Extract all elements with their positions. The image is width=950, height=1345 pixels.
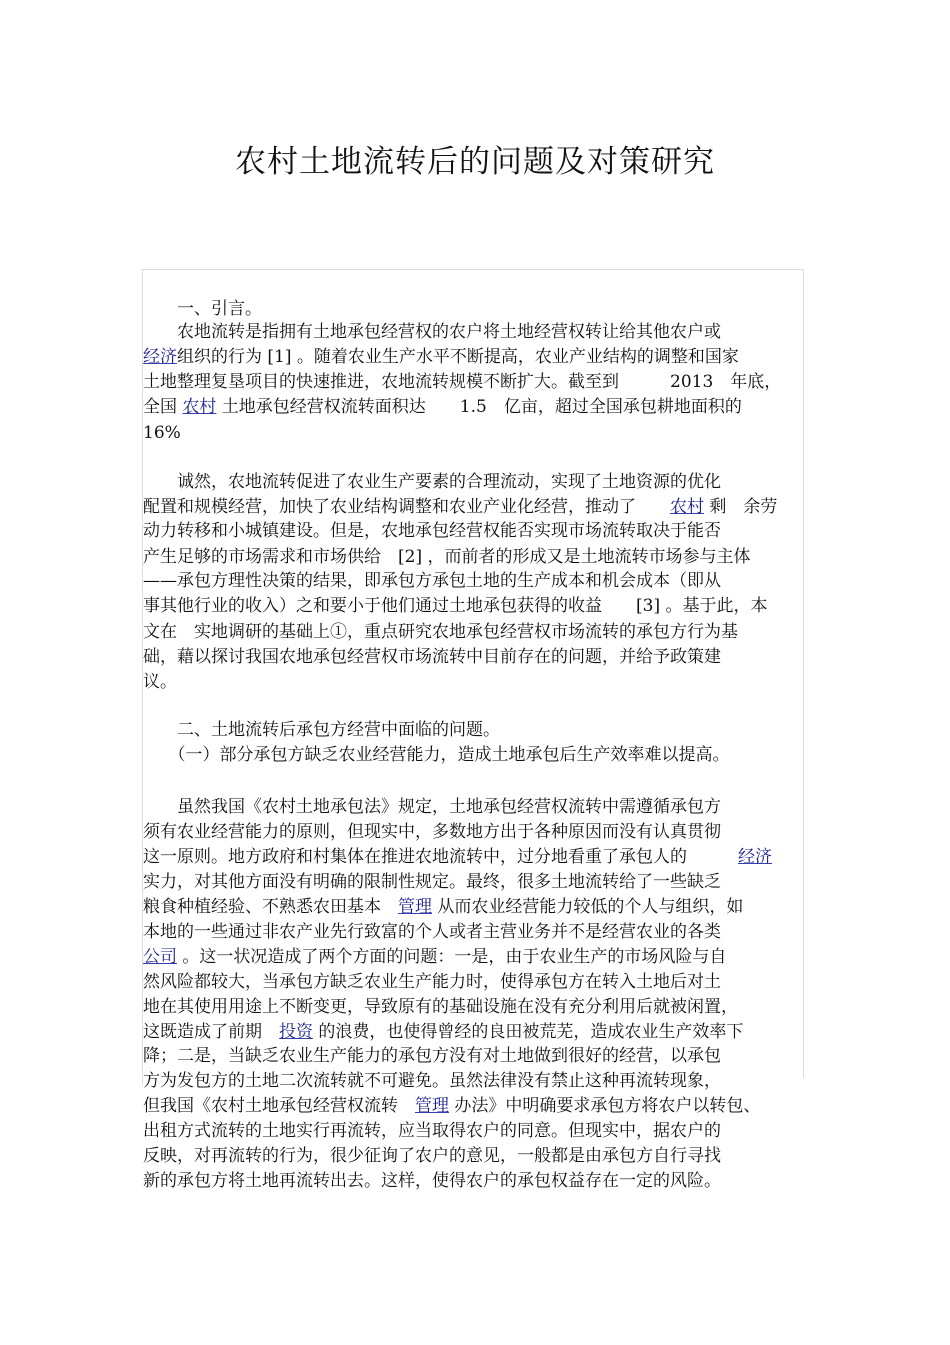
paragraph-line: 公司 。这一状况造成了两个方面的问题：一是，由于农业生产的市场风险与自 — [143, 947, 727, 967]
link-jingji[interactable]: 经济 — [738, 847, 772, 867]
paragraph-line: 粮食种植经验、不熟悉农田基本 管理 从而农业经营能力较低的个人与组织，如 — [143, 897, 744, 917]
paragraph-line: 土地整理复垦项目的快速推进，农地流转规模不断扩大。截至到 2013 年底， — [143, 372, 782, 392]
paragraph-line: 新的承包方将土地再流转出去。这样，使得农户的承包权益存在一定的风险。 — [143, 1171, 721, 1191]
frame-border-right — [803, 269, 804, 1078]
paragraph-line: 动力转移和小城镇建设。但是，农地承包经营权能否实现市场流转取决于能否 — [143, 521, 721, 541]
paragraph-line: 农地流转是指拥有土地承包经营权的农户将土地经营权转让给其他农户或 — [143, 322, 721, 342]
paragraph-line: 二、土地流转后承包方经营中面临的问题。 — [143, 720, 500, 740]
paragraph-line: 方为发包方的土地二次流转就不可避免。虽然法律没有禁止这种再流转现象， — [143, 1071, 721, 1091]
paragraph-line: 虽然我国《农村土地承包法》规定，土地承包经营权流转中需遵循承包方 — [143, 797, 721, 817]
paragraph-line: 议。 — [143, 672, 177, 692]
paragraph-line: 一、引言。 — [143, 299, 262, 319]
link-guanli[interactable]: 管理 — [415, 1096, 449, 1116]
paragraph-line: 经济组织的行为 [1] 。随着农业生产水平不断提高，农业产业结构的调整和国家 — [143, 347, 739, 367]
paragraph-line: 出租方式流转的土地实行再流转，应当取得农户的同意。但现实中，据农户的 — [143, 1121, 721, 1141]
link-gongsi[interactable]: 公司 — [143, 947, 177, 967]
paragraph-line: 全国 农村 土地承包经营权流转面积达 1.5 亿亩，超过全国承包耕地面积的 — [143, 397, 742, 417]
link-nongcun[interactable]: 农村 — [182, 397, 217, 417]
paragraph-line: 然风险都较大，当承包方缺乏农业生产能力时，使得承包方在转入土地后对土 — [143, 972, 721, 992]
paragraph-line: ——承包方理性决策的结果，即承包方承包土地的生产成本和机会成本（即从 — [143, 571, 721, 591]
paragraph-line: （一）部分承包方缺乏农业经营能力，造成土地承包后生产效率难以提高。 — [143, 745, 730, 765]
paragraph-line: 文在 实地调研的基础上①，重点研究农地承包经营权市场流转的承包方行为基 — [143, 622, 738, 642]
paragraph-line: 但我国《农村土地承包经营权流转 管理 办法》中明确要求承包方将农户以转包、 — [143, 1096, 761, 1116]
paragraph-line: 这既造成了前期 投资 的浪费，也使得曾经的良田被荒芜，造成农业生产效率下 — [143, 1022, 744, 1042]
link-jingji[interactable]: 经济 — [143, 347, 177, 367]
paragraph-line: 产生足够的市场需求和市场供给 [2] ，而前者的形成又是土地流转市场参与主体 — [143, 547, 751, 567]
paragraph-line: 诚然，农地流转促进了农业生产要素的合理流动，实现了土地资源的优化 — [143, 472, 721, 492]
link-nongcun[interactable]: 农村 — [670, 497, 704, 517]
paragraph-line: 降；二是，当缺乏农业生产能力的承包方没有对土地做到很好的经营，以承包 — [143, 1046, 721, 1066]
paragraph-line: 础，藉以探讨我国农地承包经营权市场流转中目前存在的问题，并给予政策建 — [143, 647, 721, 667]
paragraph-line: 反映，对再流转的行为，很少征询了农户的意见，一般都是由承包方自行寻找 — [143, 1146, 721, 1166]
paragraph-line: 本地的一些通过非农产业先行致富的个人或者主营业务并不是经营农业的各类 — [143, 922, 721, 942]
paragraph-line: 实力，对其他方面没有明确的限制性规定。最终，很多土地流转给了一些缺乏 — [143, 872, 721, 892]
paragraph-line: 地在其使用用途上不断变更，导致原有的基础设施在没有充分利用后就被闲置， — [143, 997, 738, 1017]
paragraph-line: 配置和规模经营，加快了农业结构调整和农业产业化经营，推动了 农村 剩 余劳 — [143, 497, 778, 517]
paragraph-line: 事其他行业的收入）之和要小于他们通过土地承包获得的收益 [3] 。基于此，本 — [143, 596, 768, 616]
link-guanli[interactable]: 管理 — [398, 897, 432, 917]
document-title: 农村土地流转后的问题及对策研究 — [235, 144, 715, 180]
paragraph-line: 16% — [143, 423, 181, 443]
frame-border-top — [142, 269, 803, 270]
paragraph-line: 这一原则。地方政府和村集体在推进农地流转中，过分地看重了承包人的 经济 — [143, 847, 772, 867]
paragraph-line: 须有农业经营能力的原则，但现实中，多数地方出于各种原因而没有认真贯彻 — [143, 822, 721, 842]
link-touzi[interactable]: 投资 — [279, 1022, 313, 1042]
